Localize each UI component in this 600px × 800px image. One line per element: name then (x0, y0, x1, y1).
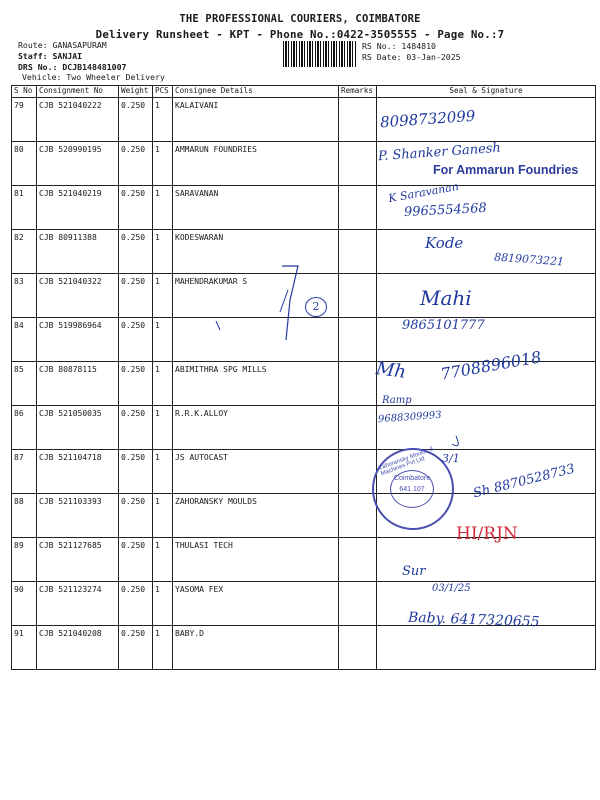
weight-cell: 0.250 (119, 494, 153, 538)
sno-cell: 91 (12, 626, 37, 670)
signature-r84-name: Mahi (420, 286, 472, 310)
company-title: THE PROFESSIONAL COURIERS, COIMBATORE (179, 13, 421, 25)
company-seal (372, 448, 454, 530)
remarks-cell (339, 626, 377, 670)
signature-r80: P. Shanker Ganesh (377, 140, 502, 165)
signature-r79: 8098732099 (379, 106, 476, 132)
pcs-cell: 1 (153, 450, 173, 494)
signature-r81-name: K Saravanan (387, 179, 460, 206)
consignment-cell: CJB 521040222 (37, 98, 119, 142)
vehicle-label: Vehicle: Two Wheeler Delivery (22, 72, 165, 82)
signature-r87: 3/1 (442, 452, 460, 465)
table-row (12, 406, 596, 450)
table-row (12, 98, 596, 142)
consignee-cell: YASOMA FEX (173, 582, 339, 626)
seal-city: Coimbatore (393, 475, 431, 482)
seal-ring-text: Zahoransky Moulds & Machines Pvt Ltd (378, 446, 435, 478)
signature-r85-name: Mh (374, 358, 408, 383)
weight-cell: 0.250 (119, 538, 153, 582)
col-consignment-header: Consignment No (37, 86, 119, 98)
drs-label: DRS No.: DCJB148481007 (18, 62, 127, 72)
sno-cell: 83 (12, 274, 37, 318)
consignee-cell (173, 318, 339, 362)
signature-r85-phone: 7708896018 (439, 347, 543, 384)
margin-mark: 2 (305, 297, 327, 317)
sno-cell: 87 (12, 450, 37, 494)
consignee-cell: MAHENDRAKUMAR S (173, 274, 339, 318)
sno-cell: 90 (12, 582, 37, 626)
sno-cell: 88 (12, 494, 37, 538)
sno-cell: 80 (12, 142, 37, 186)
signature-r86-name: Ramp (382, 395, 412, 406)
runsheet-subtitle: Delivery Runsheet - KPT - Phone No.:0422-3505555 - Page No.:7 (95, 28, 505, 41)
signature-r82-phone: 8819073221 (493, 250, 565, 269)
remarks-cell (339, 494, 377, 538)
barcode (283, 41, 357, 67)
remarks-cell (339, 538, 377, 582)
weight-cell: 0.250 (119, 626, 153, 670)
signature-r82-name: Kode (425, 234, 464, 252)
pcs-cell: 1 (153, 582, 173, 626)
table-header-row (12, 86, 596, 98)
signature-cell (377, 626, 596, 670)
remarks-cell (339, 582, 377, 626)
pcs-cell: 1 (153, 494, 173, 538)
pcs-cell: 1 (153, 362, 173, 406)
remarks-cell (339, 450, 377, 494)
seal-inner (390, 470, 434, 508)
consignment-cell: CJB 521040208 (37, 626, 119, 670)
consignment-cell: CJB 521103393 (37, 494, 119, 538)
weight-cell: 0.250 (119, 98, 153, 142)
pcs-cell: 1 (153, 142, 173, 186)
consignee-cell: BABY.D (173, 626, 339, 670)
pcs-cell: 1 (153, 274, 173, 318)
remarks-cell (339, 186, 377, 230)
consignee-cell: THULASI TECH (173, 538, 339, 582)
col-pcs-header: PCS (153, 86, 173, 98)
remarks-cell (339, 230, 377, 274)
col-consignee-header: Consignee Details (173, 86, 339, 98)
weight-cell: 0.250 (119, 274, 153, 318)
consignment-cell: CJB 520990195 (37, 142, 119, 186)
signature-r86-phone: 9688309993 (377, 409, 442, 426)
pcs-cell: 1 (153, 406, 173, 450)
signature-r91: Baby. 6417320655 (407, 609, 540, 631)
consignment-cell: CJB 80911388 (37, 230, 119, 274)
remarks-cell (339, 98, 377, 142)
route-label: Route: GANASAPURAM (18, 40, 107, 50)
remarks-cell (339, 318, 377, 362)
pcs-cell: 1 (153, 230, 173, 274)
weight-cell: 0.250 (119, 406, 153, 450)
staff-label: Staff: SANJAI (18, 51, 83, 61)
consignment-cell: CJB 521050035 (37, 406, 119, 450)
remarks-cell (339, 406, 377, 450)
rs-date: RS Date: 03-Jan-2025 (362, 52, 461, 62)
remarks-cell (339, 362, 377, 406)
consignment-cell: CJB 521040219 (37, 186, 119, 230)
consignee-cell: SARAVANAN (173, 186, 339, 230)
sno-cell: 82 (12, 230, 37, 274)
weight-cell: 0.250 (119, 230, 153, 274)
table-row (12, 274, 596, 318)
pcs-cell: 1 (153, 186, 173, 230)
consignment-cell: CJB 521127685 (37, 538, 119, 582)
consignee-cell: KODESWARAN (173, 230, 339, 274)
consignee-cell: ZAHORANSKY MOULDS (173, 494, 339, 538)
col-weight-header: Weight (119, 86, 153, 98)
consignment-cell: CJB 521104718 (37, 450, 119, 494)
pcs-cell: 1 (153, 538, 173, 582)
signature-cell (377, 274, 596, 318)
col-sno-header: S No (12, 86, 37, 98)
signature-r84-phone: 9865101777 (402, 318, 485, 333)
ammarun-stamp: For Ammarun Foundries (433, 163, 579, 177)
pcs-cell: 1 (153, 318, 173, 362)
remarks-cell (339, 274, 377, 318)
sno-cell: 81 (12, 186, 37, 230)
weight-cell: 0.250 (119, 362, 153, 406)
rs-number: RS No.: 1484810 (362, 41, 436, 51)
sno-cell: 86 (12, 406, 37, 450)
consignee-cell: KALAIVANI (173, 98, 339, 142)
pcs-cell: 1 (153, 98, 173, 142)
table-row (12, 186, 596, 230)
signature-r90-date: 03/1/25 (432, 583, 471, 594)
sno-cell: 79 (12, 98, 37, 142)
weight-cell: 0.250 (119, 318, 153, 362)
consignee-cell: R.R.K.ALLOY (173, 406, 339, 450)
weight-cell: 0.250 (119, 186, 153, 230)
consignment-cell: CJB 80878115 (37, 362, 119, 406)
sno-cell: 85 (12, 362, 37, 406)
signature-r89: HI/RJN (456, 524, 518, 544)
weight-cell: 0.250 (119, 142, 153, 186)
signature-r88: Sh 8870528733 (471, 461, 577, 502)
pcs-cell: 1 (153, 626, 173, 670)
consignee-cell: AMMARUN FOUNDRIES (173, 142, 339, 186)
consignee-cell: JS AUTOCAST (173, 450, 339, 494)
consignment-cell: CJB 521123274 (37, 582, 119, 626)
consignment-cell: CJB 519986964 (37, 318, 119, 362)
col-signature-header: Seal & Signature (377, 86, 596, 98)
signature-r81-phone: 9965554568 (403, 200, 488, 221)
seal-pin: 641 107 (399, 486, 425, 493)
consignment-cell: CJB 521040322 (37, 274, 119, 318)
weight-cell: 0.250 (119, 450, 153, 494)
sno-cell: 84 (12, 318, 37, 362)
consignee-cell: ABIMITHRA SPG MILLS (173, 362, 339, 406)
col-remarks-header: Remarks (339, 86, 377, 98)
signature-r90-name: Sur (402, 564, 426, 579)
weight-cell: 0.250 (119, 582, 153, 626)
table-row (12, 626, 596, 670)
remarks-cell (339, 142, 377, 186)
table-row (12, 538, 596, 582)
sno-cell: 89 (12, 538, 37, 582)
